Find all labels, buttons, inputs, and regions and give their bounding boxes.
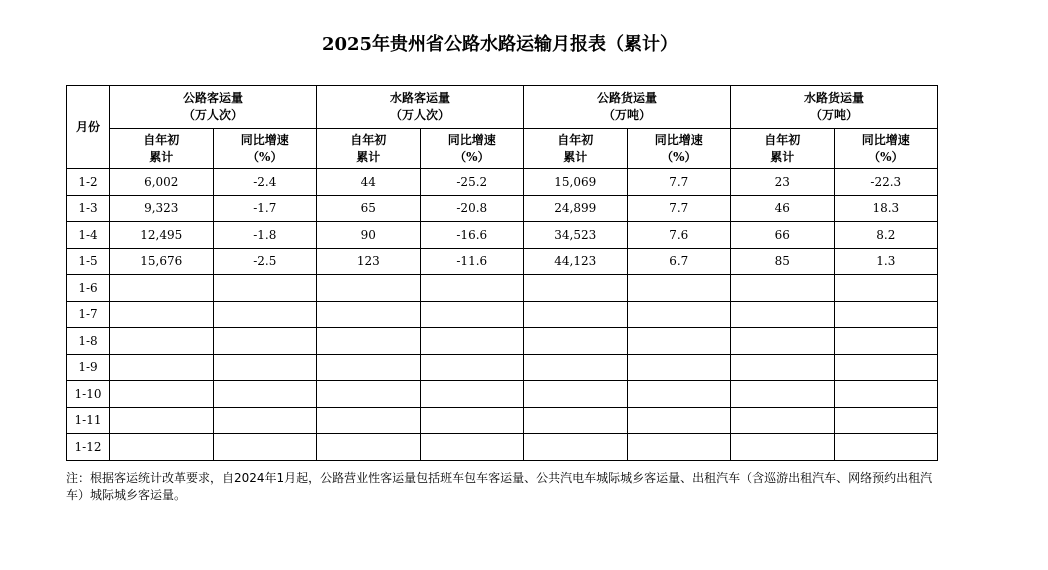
data-cell [317,407,421,434]
data-cell: 15,676 [110,248,214,275]
data-cell: 6,002 [110,169,214,196]
data-cell [317,434,421,461]
table-row [67,275,938,302]
data-cell [420,275,524,302]
sub-header-line: （%） [868,149,904,164]
month-cell: 1-5 [67,248,110,275]
data-cell [110,354,214,381]
data-cell: -1.7 [213,195,317,222]
data-cell [627,301,731,328]
group-header-row [67,86,938,129]
data-cell [627,381,731,408]
group-header-water-passenger [317,86,524,129]
data-cell: 85 [731,248,835,275]
data-cell [731,381,835,408]
group-header-water-freight [731,86,938,129]
data-cell [731,275,835,302]
table-row [67,328,938,355]
data-cell [731,407,835,434]
sub-header-line: 同比增速 [447,132,496,147]
sub-header-growth [834,129,938,169]
data-cell: 12,495 [110,222,214,249]
group-header-road-passenger [110,86,317,129]
month-cell: 1-12 [67,434,110,461]
data-cell [213,434,317,461]
data-cell: -1.8 [213,222,317,249]
data-cell: 66 [731,222,835,249]
table-row [67,407,938,434]
data-cell [731,434,835,461]
data-cell: -16.6 [420,222,524,249]
data-cell [420,354,524,381]
data-cell: 44 [317,169,421,196]
data-cell [420,328,524,355]
sub-header-line: 同比增速 [654,132,703,147]
data-cell [110,275,214,302]
sub-header-line: 同比增速 [861,132,910,147]
data-cell [834,301,938,328]
sub-header-line: 自年初 [350,132,387,147]
table-row [67,354,938,381]
sub-header-cumulative [524,129,628,169]
data-cell [420,381,524,408]
sub-header-row [67,129,938,169]
data-cell [731,328,835,355]
group-unit: （万人次） [390,108,451,122]
sub-header-line: （%） [247,149,283,164]
sub-header-line: 同比增速 [240,132,289,147]
data-cell [213,275,317,302]
data-cell: 15,069 [524,169,628,196]
data-cell [524,275,628,302]
data-cell [834,354,938,381]
sub-header-line: 自年初 [764,132,801,147]
data-cell [524,301,628,328]
data-cell [317,275,421,302]
data-cell [731,301,835,328]
group-unit: （万吨） [810,108,859,122]
data-cell [420,407,524,434]
table-row [67,248,938,275]
data-cell [834,434,938,461]
table-row [67,169,938,196]
data-cell [834,407,938,434]
data-cell [627,354,731,381]
data-cell [524,328,628,355]
sub-header-growth [420,129,524,169]
data-cell: 7.7 [627,169,731,196]
sub-header-cumulative [110,129,214,169]
month-cell: 1-4 [67,222,110,249]
data-cell [317,328,421,355]
sub-header-line: 累计 [356,149,381,164]
data-cell: 1.3 [834,248,938,275]
data-cell [834,275,938,302]
data-cell [317,354,421,381]
data-cell [627,407,731,434]
group-name: 水路货运量 [804,91,865,105]
data-cell [627,328,731,355]
table-row [67,434,938,461]
data-cell [524,407,628,434]
month-cell: 1-6 [67,275,110,302]
data-cell [627,434,731,461]
sub-header-line: 自年初 [557,132,594,147]
sub-header-line: 累计 [563,149,588,164]
sub-header-line: （%） [661,149,697,164]
data-cell [834,328,938,355]
data-cell [213,381,317,408]
month-cell: 1-8 [67,328,110,355]
month-cell: 1-7 [67,301,110,328]
data-cell: 18.3 [834,195,938,222]
data-cell: 123 [317,248,421,275]
data-cell [834,381,938,408]
month-cell: 1-3 [67,195,110,222]
data-cell [731,354,835,381]
data-cell: 8.2 [834,222,938,249]
data-cell [420,301,524,328]
footnote: 注：根据客运统计改革要求，自2024年1月起，公路营业性客运量包括班车包车客运量、公共汽电车城际城乡客运量、出租汽车（含巡游出租汽车、网络预约出租汽车）城际城乡客运量。 [66,471,933,502]
group-name: 公路货运量 [597,91,658,105]
data-cell [213,301,317,328]
data-cell: 6.7 [627,248,731,275]
data-cell [110,407,214,434]
data-cell: 90 [317,222,421,249]
group-name: 公路客运量 [183,91,244,105]
data-cell [213,407,317,434]
data-cell: -11.6 [420,248,524,275]
report-table [66,85,938,461]
data-cell [524,434,628,461]
table-row [67,381,938,408]
sub-header-cumulative [317,129,421,169]
group-name: 水路客运量 [390,91,451,105]
sub-header-line: 自年初 [143,132,180,147]
month-cell: 1-2 [67,169,110,196]
sub-header-line: 累计 [149,149,174,164]
data-cell [317,301,421,328]
group-header-road-freight [524,86,731,129]
table-row [67,195,938,222]
data-cell [524,354,628,381]
data-cell: 44,123 [524,248,628,275]
data-cell: 65 [317,195,421,222]
data-cell [627,275,731,302]
month-cell: 1-11 [67,407,110,434]
sub-header-growth [213,129,317,169]
data-cell [110,328,214,355]
data-cell: -2.4 [213,169,317,196]
month-header: 月份 [67,86,110,169]
sub-header-line: （%） [454,149,490,164]
sub-header-cumulative [731,129,835,169]
data-cell [524,381,628,408]
data-cell: 34,523 [524,222,628,249]
sub-header-growth [627,129,731,169]
group-unit: （万吨） [603,108,652,122]
data-cell [420,434,524,461]
table-row [67,222,938,249]
data-cell [213,328,317,355]
data-cell: 9,323 [110,195,214,222]
data-cell: -20.8 [420,195,524,222]
group-unit: （万人次） [183,108,244,122]
data-cell [213,354,317,381]
month-cell: 1-9 [67,354,110,381]
data-cell [317,381,421,408]
table-row [67,301,938,328]
sub-header-line: 累计 [770,149,795,164]
data-cell [110,381,214,408]
data-cell [110,301,214,328]
data-cell: -25.2 [420,169,524,196]
data-cell: 46 [731,195,835,222]
data-cell: 7.6 [627,222,731,249]
month-cell: 1-10 [67,381,110,408]
data-cell: 23 [731,169,835,196]
data-cell [110,434,214,461]
data-cell: -2.5 [213,248,317,275]
data-cell: 24,899 [524,195,628,222]
data-cell: -22.3 [834,169,938,196]
data-cell: 7.7 [627,195,731,222]
report-title: 2025年贵州省公路水路运输月报表（累计） [321,34,679,55]
